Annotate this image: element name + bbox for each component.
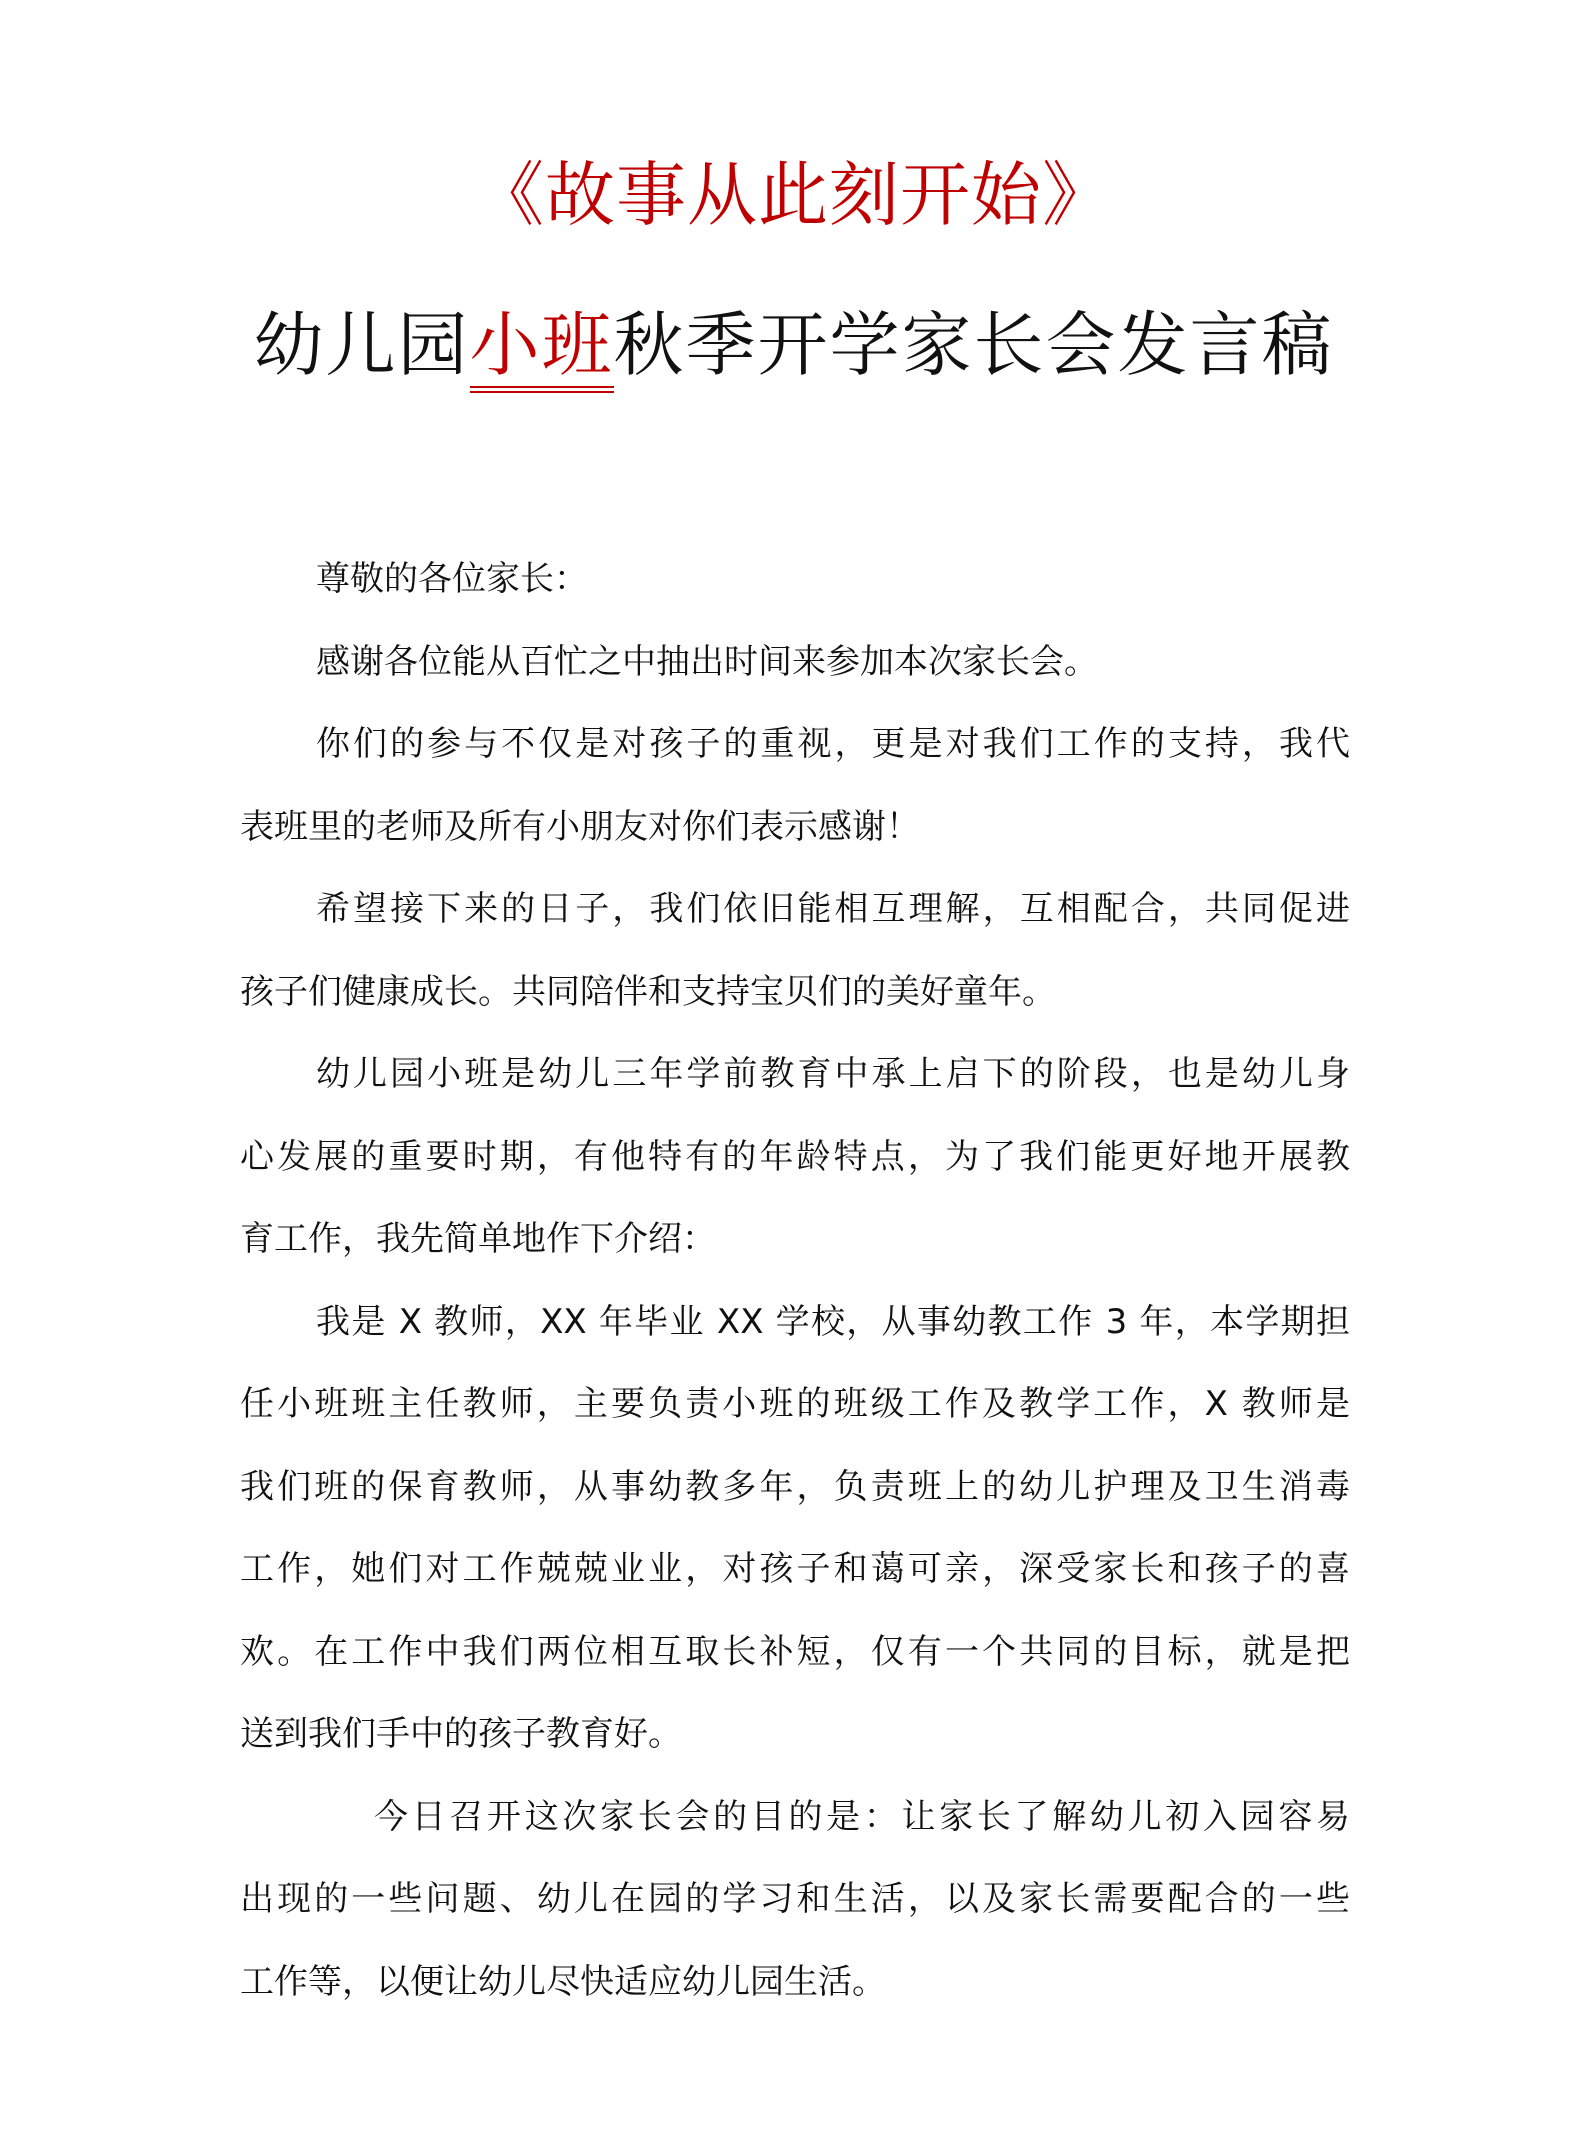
text-line: 你们的参与不仅是对孩子的重视，更是对我们工作的支持，我代	[316, 724, 1350, 764]
text-line: 今日召开这次家长会的目的是：让家长了解幼儿初入园容易	[374, 1796, 1350, 1837]
text-line: 尊敬的各位家长：	[316, 559, 588, 599]
text-line: 我们班的保育教师，从事幼教多年，负责班上的幼儿护理及卫生消毒	[240, 1466, 1350, 1507]
text-line: 送到我们手中的孩子教育好。	[240, 1714, 682, 1754]
subtitle-highlight: 小班	[470, 304, 614, 393]
text-line: 希望接下来的日子，我们依旧能相互理解，互相配合，共同促进	[316, 889, 1350, 929]
document-title: 《故事从此刻开始》	[474, 154, 1113, 236]
subtitle-suffix: 秋季开学家长会发言稿	[613, 304, 1334, 386]
text-line: 工作，她们对工作兢兢业业，对孩子和蔼可亲，深受家长和孩子的喜	[240, 1549, 1350, 1589]
document-body	[240, 538, 1350, 2023]
subtitle-prefix: 幼儿园	[253, 304, 470, 386]
text-line: 感谢各位能从百忙之中抽出时间来参加本次家长会。	[316, 641, 1098, 682]
text-line: 欢。在工作中我们两位相互取长补短，仅有一个共同的目标，就是把	[240, 1631, 1350, 1672]
text-line: 表班里的老师及所有小朋友对你们表示感谢！	[240, 806, 920, 847]
text-line: 心发展的重要时期，有他特有的年龄特点，为了我们能更好地开展教	[240, 1136, 1350, 1177]
text-line: 任小班班主任教师，主要负责小班的班级工作及教学工作，X 教师是	[240, 1384, 1350, 1424]
document-subtitle	[0, 300, 1587, 390]
text-line: 工作等，以便让幼儿尽快适应幼儿园生活。	[240, 1961, 886, 2002]
text-line: 育工作，我先简单地作下介绍：	[240, 1219, 716, 1259]
text-line: 我是 X 教师，XX 年毕业 XX 学校，从事幼教工作 3 年，本学期担	[316, 1301, 1350, 1342]
text-line: 孩子们健康成长。共同陪伴和支持宝贝们的美好童年。	[240, 971, 1056, 1012]
text-line: 出现的一些问题、幼儿在园的学习和生活，以及家长需要配合的一些	[240, 1879, 1350, 1919]
text-line: 幼儿园小班是幼儿三年学前教育中承上启下的阶段，也是幼儿身	[316, 1054, 1350, 1094]
